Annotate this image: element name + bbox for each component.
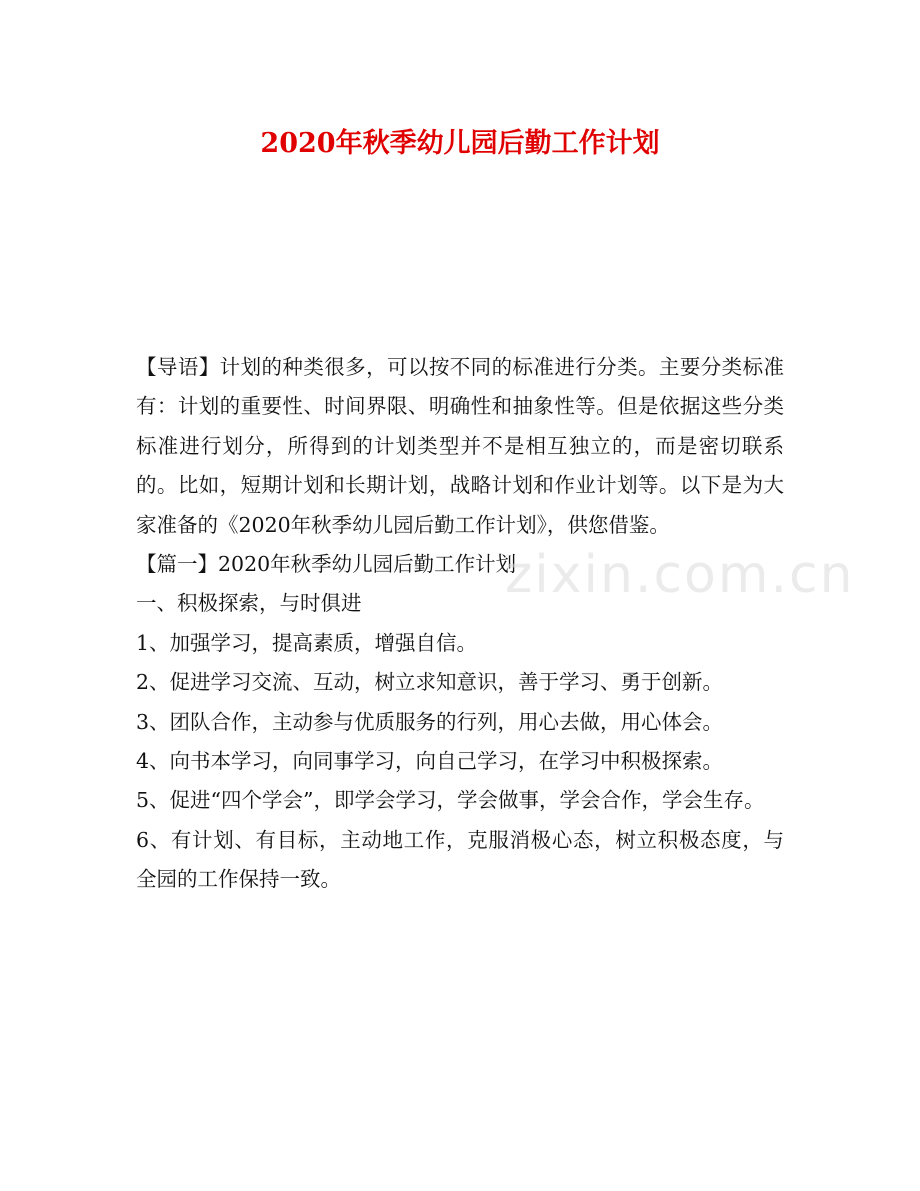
list-item: 6、有计划、有目标，主动地工作，克服消极心态，树立积极态度，与全园的工作保持一致。 xyxy=(136,827,784,892)
document-body xyxy=(136,348,784,900)
intro-paragraph: 【导语】计划的种类很多，可以按不同的标准进行分类。主要分类标准有：计划的重要性、时间界限、明确性和抽象性等。但是依据这些分类标准进行划分，所得到的计划类型并不是相互独立的，而是密切联系的。比如，短期计划和长期计划，战略计划和作业计划等。以下是为大家准备的《2020年秋季幼儿园后勤工作计划》，供您借鉴。 xyxy=(136,355,784,537)
list-item: 5、促进“四个学会”，即学会学习，学会做事，学会合作，学会生存。 xyxy=(136,788,765,813)
watermark-text: zixin.com.cn xyxy=(505,545,855,605)
list-item: 1、加强学习，提高素质，增强自信。 xyxy=(136,630,478,655)
document-title: 2020年秋季幼儿园后勤工作计划 xyxy=(260,128,660,159)
list-item: 2、促进学习交流、互动，树立求知意识，善于学习、勇于创新。 xyxy=(136,670,724,695)
list-item: 4、向书本学习，向同事学习，向自己学习，在学习中积极探索。 xyxy=(136,749,724,774)
section-heading: 【篇一】2020年秋季幼儿园后勤工作计划 xyxy=(136,552,517,577)
list-item: 3、团队合作，主动参与优质服务的行列，用心去做，用心体会。 xyxy=(136,709,724,734)
subsection-heading: 一、积极探索，与时俱进 xyxy=(136,591,362,616)
